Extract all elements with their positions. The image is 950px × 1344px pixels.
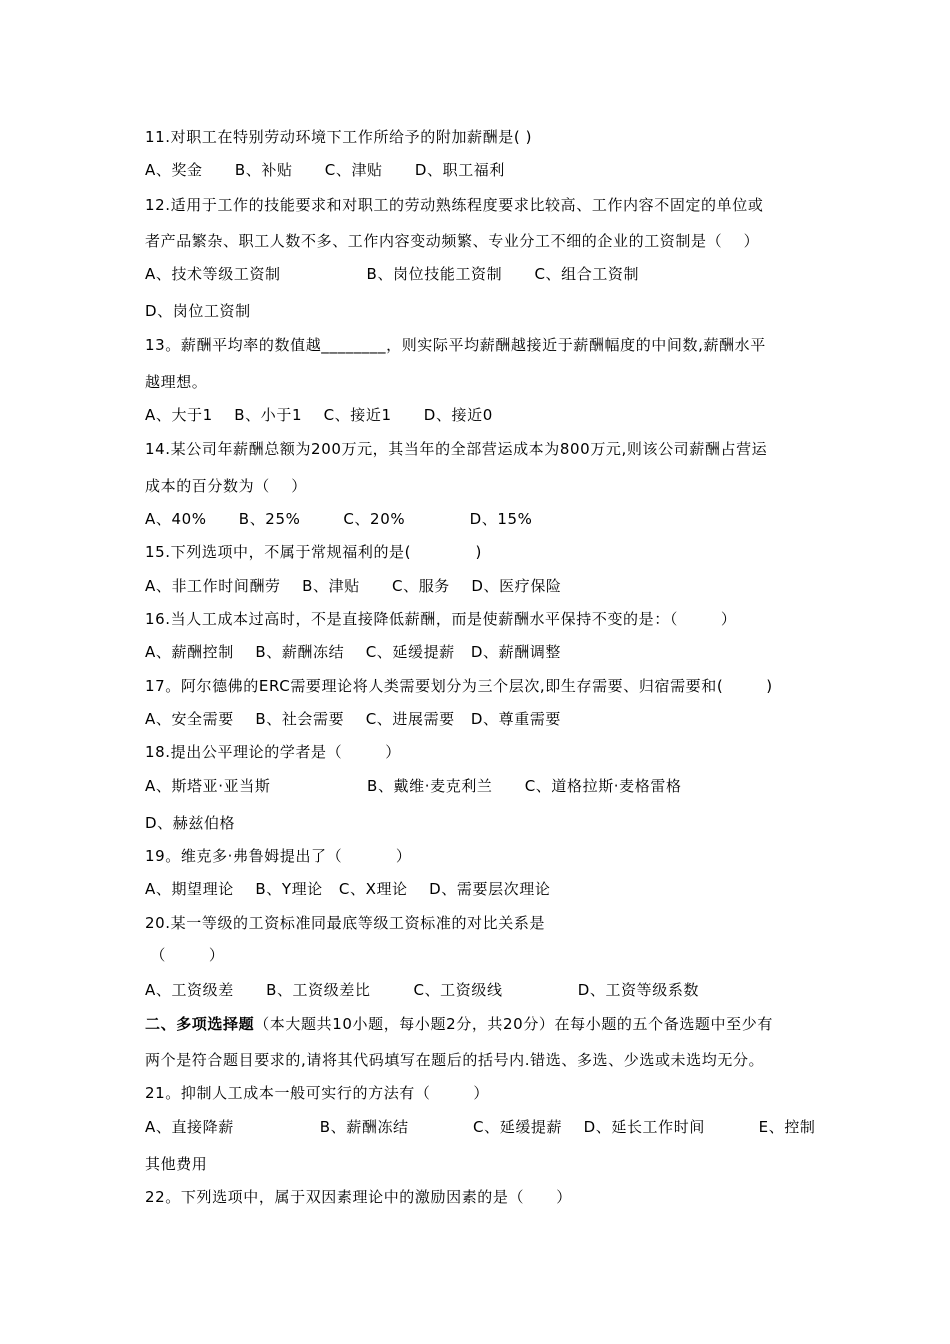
- question-13-line-2: 越理想。: [145, 373, 208, 391]
- question-18-options-line-2: D、赫兹伯格: [145, 814, 236, 832]
- question-18: 18.提出公平理论的学者是（ ）: [145, 743, 401, 761]
- question-17-options: A、安全需要 B、社会需要 C、进展需要 D、尊重需要: [145, 710, 562, 728]
- section-2-instructions-line-2: 两个是符合题目要求的,请将其代码填写在题后的括号内.错选、多选、少选或未选均无分。: [145, 1051, 765, 1069]
- question-15-options: A、非工作时间酬劳 B、津贴 C、服务 D、医疗保险: [145, 577, 562, 595]
- question-20-line-1: 20.某一等级的工资标准同最底等级工资标准的对比关系是: [145, 914, 546, 932]
- question-12-line-2: 者产品繁杂、职工人数不多、工作内容变动频繁、专业分工不细的企业的工资制是（ ）: [145, 232, 760, 250]
- question-11-options: A、奖金 B、补贴 C、津贴 D、职工福利: [145, 161, 506, 179]
- question-14-line-2: 成本的百分数为（ ）: [145, 477, 307, 495]
- section-2-heading: [145, 1014, 773, 1034]
- question-16: 16.当人工成本过高时，不是直接降低薪酬，而是使薪酬水平保持不变的是：（ ）: [145, 610, 737, 628]
- question-19: 19。维克多·弗鲁姆提出了（ ）: [145, 847, 412, 865]
- question-22: 22。下列选项中，属于双因素理论中的激励因素的是（ ）: [145, 1188, 572, 1206]
- question-11: 11.对职工在特别劳动环境下工作所给予的附加薪酬是( ): [145, 128, 533, 146]
- question-12-options-line-2: D、岗位工资制: [145, 302, 251, 320]
- question-18-options-line-1: A、斯塔亚·亚当斯 B、戴维·麦克利兰 C、道格拉斯·麦格雷格: [145, 777, 682, 795]
- section-2-title: 二、多项选择题: [145, 1015, 255, 1033]
- question-14-line-1: 14.某公司年薪酬总额为200万元，其当年的全部营运成本为800万元,则该公司薪酬占营运: [145, 440, 768, 458]
- question-12-options-line-1: A、技术等级工资制 B、岗位技能工资制 C、组合工资制: [145, 265, 640, 283]
- question-13-line-1: 13。薪酬平均率的数值越________，则实际平均薪酬越接近于薪酬幅度的中间数,薪酬水平: [145, 336, 766, 354]
- question-21: 21。抑制人工成本一般可实行的方法有（ ）: [145, 1084, 490, 1102]
- question-13-options: A、大于1 B、小于1 C、接近1 D、接近0: [145, 406, 493, 424]
- question-19-options: A、期望理论 B、Y理论 C、X理论 D、需要层次理论: [145, 880, 551, 898]
- question-16-options: A、薪酬控制 B、薪酬冻结 C、延缓提薪 D、薪酬调整: [145, 643, 562, 661]
- section-2-instructions: （本大题共10小题，每小题2分，共20分）在每小题的五个备选题中至少有: [254, 1015, 773, 1033]
- question-21-options-line-1: A、直接降薪 B、薪酬冻结 C、延缓提薪 D、延长工作时间 E、控制: [145, 1118, 816, 1136]
- question-15: 15.下列选项中，不属于常规福利的是( ): [145, 543, 482, 561]
- question-14-options: A、40% B、25% C、20% D、15%: [145, 510, 533, 528]
- question-21-options-line-2: 其他费用: [145, 1155, 208, 1173]
- question-20-options: A、工资级差 B、工资级差比 C、工资级线 D、工资等级系数: [145, 981, 700, 999]
- question-20-line-2: （ ）: [145, 946, 225, 964]
- question-12-line-1: 12.适用于工作的技能要求和对职工的劳动熟练程度要求比较高、工作内容不固定的单位或: [145, 196, 764, 214]
- question-17: 17。阿尔德佛的ERC需要理论将人类需要划分为三个层次,即生存需要、归宿需要和( ): [145, 677, 773, 695]
